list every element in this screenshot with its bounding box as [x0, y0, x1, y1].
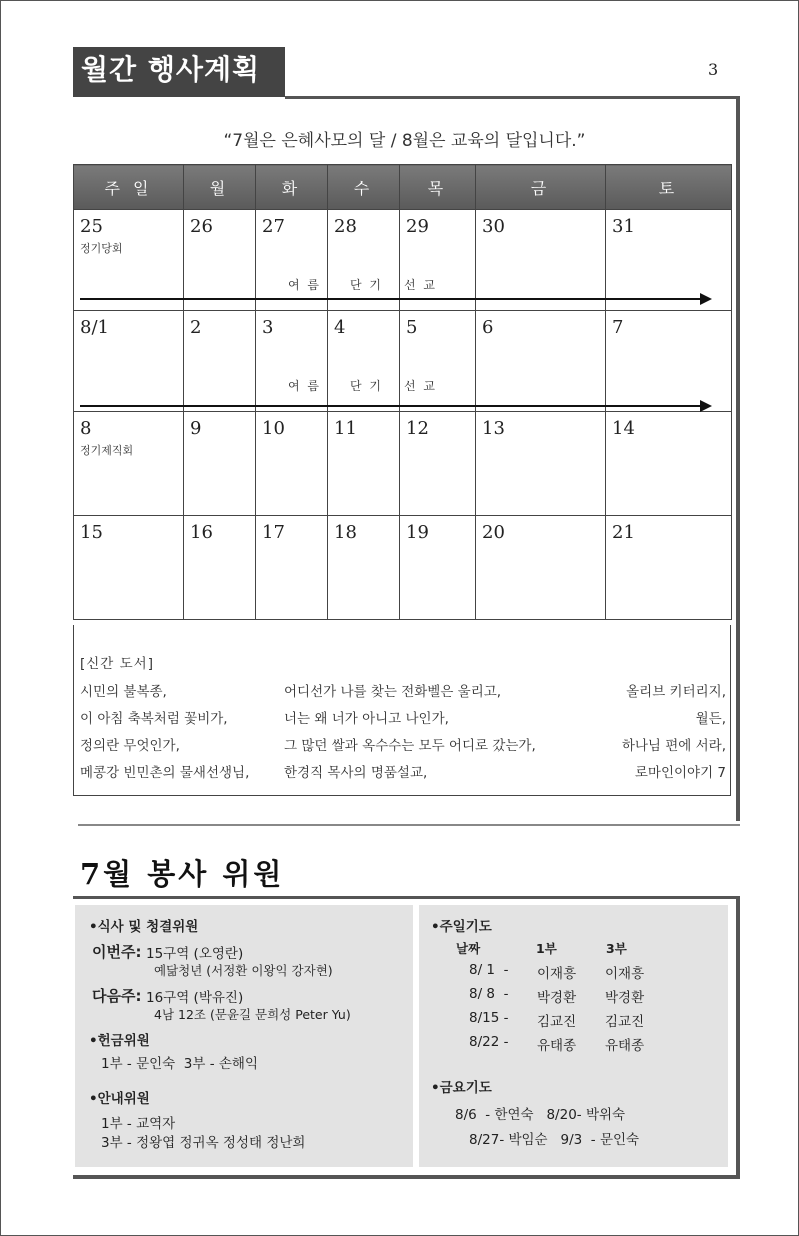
- new-books-heading: [신간 도서]: [80, 656, 154, 672]
- day-event-note: 정기당회: [80, 242, 123, 255]
- calendar-day-cell: [328, 412, 400, 516]
- calendar-day-cell: [74, 516, 184, 620]
- service-panel-right: [419, 905, 728, 1167]
- day-number: 17: [262, 522, 285, 543]
- day-event-note: 정기제직회: [80, 444, 134, 457]
- day-number: 29: [406, 216, 429, 237]
- col-date-header: 날짜: [456, 941, 481, 956]
- usher-line-1: 1부 - 교역자: [101, 1116, 176, 1132]
- calendar-day-cell: [74, 311, 184, 412]
- day-number: 12: [406, 418, 429, 439]
- calendar-day-cell: [400, 311, 476, 412]
- calendar-header-cell: 화: [256, 165, 328, 210]
- this-week-sub: 예닮청년 (서정환 이왕익 강자현): [154, 963, 333, 978]
- calendar-week-row: [74, 210, 732, 311]
- book-title: 너는 왜 너가 아니고 나인가,: [284, 711, 449, 727]
- prayer-name: 김교진: [537, 1014, 577, 1030]
- day-number: 21: [612, 522, 635, 543]
- calendar-header-cell: 월: [184, 165, 256, 210]
- prayer-date: 8/ 1 -: [469, 962, 509, 978]
- calendar-day-cell: [184, 412, 256, 516]
- calendar-header-row: [74, 165, 732, 210]
- day-number: 15: [80, 522, 103, 543]
- day-number: 8/1: [80, 317, 109, 338]
- calendar-week-row: [74, 516, 732, 620]
- event-tag: 선 교: [404, 278, 437, 292]
- calendar-day-cell: [328, 516, 400, 620]
- usher-line-2: 3부 - 정왕엽 정귀옥 정성태 정난희: [101, 1135, 306, 1151]
- calendar-day-cell: [328, 311, 400, 412]
- this-week-value: 15구역 (오영란): [146, 946, 244, 962]
- friday-prayer-title: •금요기도: [431, 1080, 492, 1096]
- page-number: 3: [708, 60, 719, 79]
- meal-committee-title: •식사 및 청결위원: [89, 919, 199, 935]
- day-number: 7: [612, 317, 624, 338]
- col-1-header: 1부: [536, 941, 557, 956]
- friday-prayer-line-1: 8/6 - 한연숙 8/20- 박위숙: [455, 1107, 626, 1123]
- calendar-day-cell: [184, 311, 256, 412]
- section-title-monthly-events: 월간 행사계획: [73, 47, 285, 97]
- section-divider: [73, 896, 740, 899]
- new-books-box: [73, 625, 731, 796]
- book-title: 올리브 키터리지,: [626, 684, 726, 700]
- calendar-header-cell: 목: [400, 165, 476, 210]
- prayer-name: 이재흥: [605, 966, 645, 982]
- this-week-label: 이번주:: [92, 943, 142, 961]
- calendar-day-cell: [74, 210, 184, 311]
- day-number: 16: [190, 522, 213, 543]
- offering-committee-title: •헌금위원: [89, 1033, 150, 1049]
- day-number: 5: [406, 317, 418, 338]
- calendar-day-cell: [400, 412, 476, 516]
- book-title: 정의란 무엇인가,: [80, 738, 180, 754]
- event-tag: 단 기: [350, 379, 383, 393]
- day-number: 3: [262, 317, 274, 338]
- section-border-bottom: [78, 824, 740, 826]
- section-border-bottom: [73, 1175, 740, 1179]
- day-number: 30: [482, 216, 505, 237]
- prayer-name: 유태종: [605, 1038, 645, 1054]
- event-span-arrow: [80, 405, 700, 407]
- calendar-day-cell: [476, 210, 606, 311]
- event-calendar: [73, 164, 732, 620]
- calendar-day-cell: [256, 311, 328, 412]
- calendar-day-cell: [256, 210, 328, 311]
- book-title: 메콩강 빈민촌의 물새선생님,: [80, 765, 250, 781]
- day-number: 4: [334, 317, 346, 338]
- book-row: [80, 761, 726, 783]
- day-number: 20: [482, 522, 505, 543]
- calendar-day-cell: [328, 210, 400, 311]
- day-number: 26: [190, 216, 213, 237]
- calendar-header-cell: 금: [476, 165, 606, 210]
- calendar-day-cell: [606, 210, 732, 311]
- prayer-name: 박경환: [537, 990, 577, 1006]
- book-row: [80, 734, 726, 756]
- calendar-header-cell: 주 일: [74, 165, 184, 210]
- calendar-day-cell: [184, 516, 256, 620]
- calendar-header-cell: 토: [606, 165, 732, 210]
- book-title: 하나님 편에 서라,: [621, 738, 726, 754]
- calendar-day-cell: [256, 516, 328, 620]
- prayer-date: 8/ 8 -: [469, 986, 509, 1002]
- calendar-day-cell: [476, 516, 606, 620]
- day-number: 13: [482, 418, 505, 439]
- section-divider: [285, 96, 740, 99]
- calendar-day-cell: [606, 412, 732, 516]
- prayer-name: 박경환: [605, 990, 645, 1006]
- book-title: 로마인이야기 7: [634, 765, 726, 781]
- day-number: 31: [612, 216, 635, 237]
- calendar-day-cell: [400, 516, 476, 620]
- prayer-name: 유태종: [537, 1038, 577, 1054]
- calendar-day-cell: [476, 412, 606, 516]
- section-title-service: 7월 봉사 위원: [80, 857, 285, 891]
- next-week-sub: 4남 12조 (문윤길 문희성 Peter Yu): [154, 1007, 351, 1022]
- service-panel-left: [75, 905, 413, 1167]
- offering-committee-line: 1부 - 문인숙 3부 - 손해익: [101, 1056, 258, 1072]
- book-title: 이 아침 축복처럼 꽃비가,: [80, 711, 228, 727]
- col-3-header: 3부: [606, 941, 627, 956]
- calendar-day-cell: [400, 210, 476, 311]
- day-number: 28: [334, 216, 357, 237]
- event-tag: 선 교: [404, 379, 437, 393]
- book-row: [80, 680, 726, 702]
- calendar-day-cell: [184, 210, 256, 311]
- usher-committee-title: •안내위원: [89, 1091, 150, 1107]
- prayer-date: 8/22 -: [469, 1034, 509, 1050]
- calendar-day-cell: [74, 412, 184, 516]
- prayer-date: 8/15 -: [469, 1010, 509, 1026]
- book-title: 시민의 불복종,: [80, 684, 167, 700]
- day-number: 8: [80, 418, 92, 439]
- day-number: 10: [262, 418, 285, 439]
- day-number: 6: [482, 317, 494, 338]
- book-title: 한경직 목사의 명품설교,: [284, 765, 428, 781]
- book-title: 월든,: [695, 711, 726, 727]
- day-number: 19: [406, 522, 429, 543]
- monthly-motto: “7월은 은혜사모의 달 / 8월은 교육의 달입니다.”: [223, 131, 586, 151]
- book-row: [80, 707, 726, 729]
- event-tag: 여 름: [288, 379, 321, 393]
- calendar-day-cell: [606, 311, 732, 412]
- calendar-week-row: [74, 412, 732, 516]
- event-tag: 여 름: [288, 278, 321, 292]
- calendar-header-cell: 수: [328, 165, 400, 210]
- next-week-label: 다음주:: [92, 987, 142, 1005]
- day-number: 27: [262, 216, 285, 237]
- day-number: 2: [190, 317, 202, 338]
- event-tag: 단 기: [350, 278, 383, 292]
- section-border-right: [736, 96, 740, 821]
- day-number: 18: [334, 522, 357, 543]
- next-week-value: 16구역 (박유진): [146, 990, 244, 1006]
- day-number: 9: [190, 418, 202, 439]
- section-border-right: [736, 896, 740, 1178]
- calendar-day-cell: [256, 412, 328, 516]
- sunday-prayer-title: •주일기도: [431, 919, 492, 935]
- calendar-day-cell: [476, 311, 606, 412]
- book-title: 어디선가 나를 찾는 전화벨은 울리고,: [284, 684, 502, 700]
- calendar-week-row: [74, 311, 732, 412]
- calendar-day-cell: [606, 516, 732, 620]
- day-number: 11: [334, 418, 357, 439]
- event-span-arrow: [80, 298, 700, 300]
- day-number: 14: [612, 418, 635, 439]
- prayer-name: 이재흥: [537, 966, 577, 982]
- friday-prayer-line-2: 8/27- 박임순 9/3 - 문인숙: [469, 1132, 640, 1148]
- prayer-name: 김교진: [605, 1014, 645, 1030]
- day-number: 25: [80, 216, 103, 237]
- book-title: 그 많던 쌀과 옥수수는 모두 어디로 갔는가,: [284, 738, 536, 754]
